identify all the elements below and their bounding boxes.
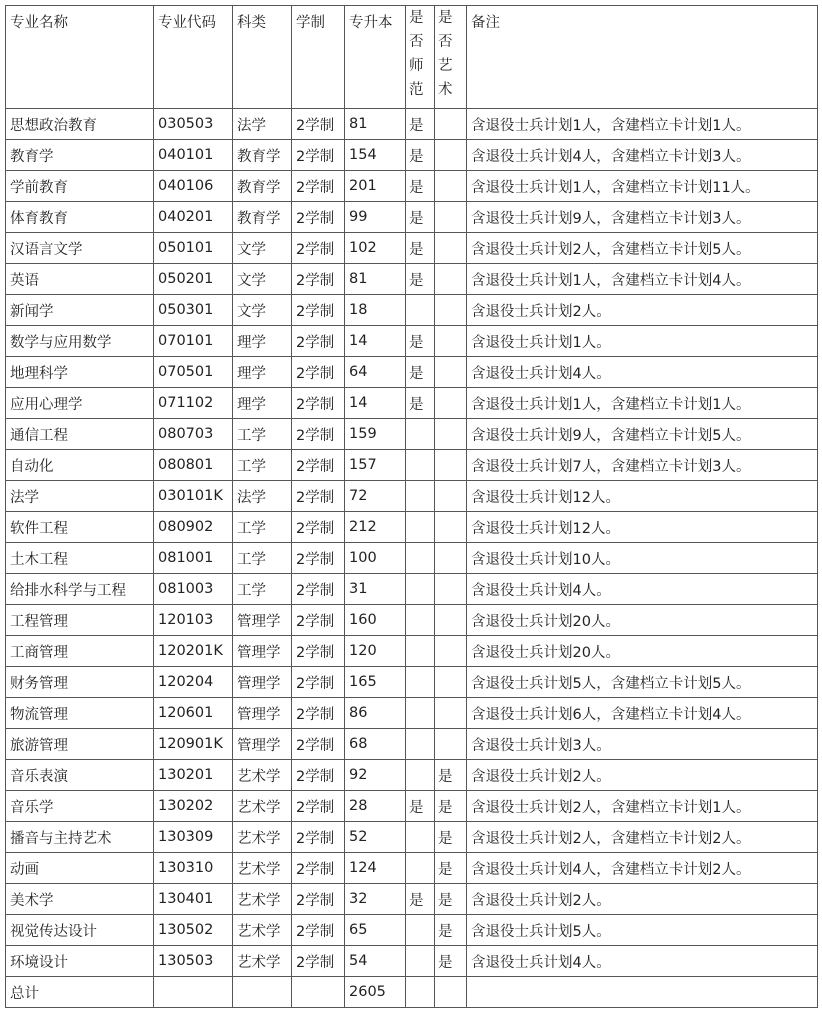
cell-duration: 2学制 [292,946,345,977]
cell-category: 文学 [233,295,292,326]
cell-quota: 14 [345,388,406,419]
cell-name: 物流管理 [6,698,154,729]
cell-normal [406,729,435,760]
cell-art [435,388,467,419]
cell-duration: 2学制 [292,109,345,140]
table-row [6,791,818,822]
table-row [6,450,818,481]
cell-remark: 含退役士兵计划4人。 [467,357,818,388]
cell-duration: 2学制 [292,326,345,357]
cell-category: 管理学 [233,698,292,729]
cell-art: 是 [435,791,467,822]
cell-code: 120201K [154,636,233,667]
cell-duration: 2学制 [292,636,345,667]
cell-duration: 2学制 [292,915,345,946]
header-quota: 专升本 [345,6,406,109]
cell-duration: 2学制 [292,884,345,915]
cell-duration: 2学制 [292,481,345,512]
cell-art [435,636,467,667]
cell-code: 130309 [154,822,233,853]
cell-remark: 含退役士兵计划5人，含建档立卡计划5人。 [467,667,818,698]
cell-remark: 含退役士兵计划4人，含建档立卡计划2人。 [467,853,818,884]
cell-remark: 含退役士兵计划20人。 [467,636,818,667]
cell-quota: 124 [345,853,406,884]
cell-normal [406,760,435,791]
cell-name: 环境设计 [6,946,154,977]
cell-duration: 2学制 [292,512,345,543]
table-body [6,109,818,977]
cell-art: 是 [435,853,467,884]
cell-normal: 是 [406,202,435,233]
cell-art [435,171,467,202]
cell-code: 030101K [154,481,233,512]
table-row [6,698,818,729]
cell-name: 法学 [6,481,154,512]
table-row [6,636,818,667]
cell-normal [406,946,435,977]
cell-code: 080801 [154,450,233,481]
cell-duration: 2学制 [292,388,345,419]
cell-art [435,574,467,605]
cell-normal: 是 [406,884,435,915]
cell-remark: 含退役士兵计划1人，含建档立卡计划1人。 [467,388,818,419]
table-row [6,667,818,698]
cell-name: 数学与应用数学 [6,326,154,357]
cell-category: 理学 [233,388,292,419]
cell-normal [406,512,435,543]
cell-code: 040201 [154,202,233,233]
cell-code: 081001 [154,543,233,574]
cell-duration: 2学制 [292,574,345,605]
table-row [6,605,818,636]
cell-quota: 157 [345,450,406,481]
cell-category: 理学 [233,326,292,357]
table-row [6,295,818,326]
cell-art: 是 [435,884,467,915]
cell-duration: 2学制 [292,202,345,233]
cell-duration: 2学制 [292,264,345,295]
cell-duration: 2学制 [292,419,345,450]
cell-remark: 含退役士兵计划2人，含建档立卡计划2人。 [467,822,818,853]
cell-category: 教育学 [233,202,292,233]
table-row [6,884,818,915]
cell-quota: 81 [345,109,406,140]
cell-name: 财务管理 [6,667,154,698]
cell-name: 教育学 [6,140,154,171]
cell-code: 120103 [154,605,233,636]
cell-remark: 含退役士兵计划10人。 [467,543,818,574]
cell-code: 120204 [154,667,233,698]
cell-name: 播音与主持艺术 [6,822,154,853]
cell-quota: 81 [345,264,406,295]
cell-quota: 28 [345,791,406,822]
header-normal: 是否师范 [409,10,424,98]
cell-code: 071102 [154,388,233,419]
cell-quota: 120 [345,636,406,667]
cell-remark: 含退役士兵计划4人，含建档立卡计划3人。 [467,140,818,171]
cell-code: 050201 [154,264,233,295]
cell-normal [406,543,435,574]
cell-category: 工学 [233,574,292,605]
cell-category: 艺术学 [233,915,292,946]
cell-art [435,233,467,264]
cell-remark: 含退役士兵计划12人。 [467,512,818,543]
cell-duration: 2学制 [292,295,345,326]
cell-category: 艺术学 [233,853,292,884]
table-row [6,543,818,574]
cell-code: 081003 [154,574,233,605]
cell-remark: 含退役士兵计划5人。 [467,915,818,946]
cell-normal [406,853,435,884]
cell-name: 学前教育 [6,171,154,202]
cell-art: 是 [435,822,467,853]
cell-quota: 72 [345,481,406,512]
cell-art [435,419,467,450]
cell-art [435,109,467,140]
cell-normal: 是 [406,171,435,202]
cell-category: 艺术学 [233,946,292,977]
header-duration: 学制 [292,6,345,109]
cell-remark: 含退役士兵计划1人。 [467,326,818,357]
cell-category: 教育学 [233,171,292,202]
table-row [6,822,818,853]
cell-category: 工学 [233,512,292,543]
cell-art [435,729,467,760]
cell-quota: 102 [345,233,406,264]
table-row [6,481,818,512]
cell-name: 给排水科学与工程 [6,574,154,605]
cell-duration: 2学制 [292,140,345,171]
cell-duration: 2学制 [292,791,345,822]
cell-art [435,543,467,574]
cell-art [435,481,467,512]
cell-category: 工学 [233,543,292,574]
table-row [6,388,818,419]
table-row [6,729,818,760]
cell-code: 130502 [154,915,233,946]
cell-remark: 含退役士兵计划7人，含建档立卡计划3人。 [467,450,818,481]
cell-art: 是 [435,760,467,791]
cell-quota: 160 [345,605,406,636]
cell-duration: 2学制 [292,543,345,574]
cell-name: 新闻学 [6,295,154,326]
cell-art [435,326,467,357]
cell-name: 美术学 [6,884,154,915]
cell-art [435,667,467,698]
cell-art: 是 [435,946,467,977]
cell-duration: 2学制 [292,822,345,853]
cell-category: 法学 [233,481,292,512]
cell-duration: 2学制 [292,171,345,202]
total-row [6,977,818,1008]
cell-quota: 154 [345,140,406,171]
cell-normal: 是 [406,264,435,295]
cell-quota: 52 [345,822,406,853]
cell-code: 070501 [154,357,233,388]
cell-quota: 201 [345,171,406,202]
cell-remark: 含退役士兵计划1人，含建档立卡计划1人。 [467,109,818,140]
cell-normal: 是 [406,233,435,264]
cell-quota: 212 [345,512,406,543]
cell-remark: 含退役士兵计划20人。 [467,605,818,636]
cell-code: 130201 [154,760,233,791]
cell-duration: 2学制 [292,729,345,760]
cell-category: 艺术学 [233,884,292,915]
cell-remark: 含退役士兵计划4人。 [467,946,818,977]
cell-normal [406,574,435,605]
table-row [6,915,818,946]
cell-duration: 2学制 [292,667,345,698]
cell-quota: 92 [345,760,406,791]
header-row [6,6,818,109]
header-name: 专业名称 [6,6,154,109]
cell-art: 是 [435,915,467,946]
cell-remark: 含退役士兵计划1人，含建档立卡计划11人。 [467,171,818,202]
table-row [6,233,818,264]
cell-art [435,357,467,388]
cell-remark: 含退役士兵计划6人，含建档立卡计划4人。 [467,698,818,729]
cell-category: 管理学 [233,729,292,760]
cell-normal: 是 [406,140,435,171]
cell-name: 工商管理 [6,636,154,667]
table-row [6,760,818,791]
table-row [6,140,818,171]
table-row [6,574,818,605]
cell-normal [406,636,435,667]
cell-code: 130503 [154,946,233,977]
cell-category: 教育学 [233,140,292,171]
cell-remark: 含退役士兵计划2人，含建档立卡计划5人。 [467,233,818,264]
cell-art [435,605,467,636]
cell-remark: 含退役士兵计划2人。 [467,760,818,791]
cell-quota: 159 [345,419,406,450]
cell-quota: 64 [345,357,406,388]
cell-category: 法学 [233,109,292,140]
cell-quota: 165 [345,667,406,698]
cell-normal [406,915,435,946]
cell-code: 040101 [154,140,233,171]
cell-remark: 含退役士兵计划2人。 [467,295,818,326]
table-row [6,264,818,295]
cell-quota: 65 [345,915,406,946]
cell-name: 体育教育 [6,202,154,233]
table-row [6,357,818,388]
cell-normal [406,667,435,698]
cell-code: 040106 [154,171,233,202]
header-code: 专业代码 [154,6,233,109]
cell-category: 文学 [233,233,292,264]
cell-name: 地理科学 [6,357,154,388]
total-label: 总计 [6,977,154,1008]
cell-quota: 18 [345,295,406,326]
cell-code: 080703 [154,419,233,450]
cell-remark: 含退役士兵计划1人，含建档立卡计划4人。 [467,264,818,295]
cell-name: 工程管理 [6,605,154,636]
cell-remark: 含退役士兵计划4人。 [467,574,818,605]
table-row [6,202,818,233]
table-row [6,171,818,202]
table-row [6,326,818,357]
cell-category: 文学 [233,264,292,295]
enrollment-table [5,5,818,1008]
cell-remark: 含退役士兵计划9人，含建档立卡计划3人。 [467,202,818,233]
cell-name: 汉语言文学 [6,233,154,264]
cell-code: 120601 [154,698,233,729]
cell-duration: 2学制 [292,853,345,884]
cell-quota: 100 [345,543,406,574]
table-row [6,946,818,977]
cell-normal: 是 [406,357,435,388]
cell-name: 音乐学 [6,791,154,822]
cell-normal: 是 [406,388,435,419]
cell-name: 通信工程 [6,419,154,450]
cell-normal: 是 [406,791,435,822]
cell-duration: 2学制 [292,357,345,388]
cell-remark: 含退役士兵计划12人。 [467,481,818,512]
table-row [6,512,818,543]
cell-category: 管理学 [233,605,292,636]
cell-category: 工学 [233,419,292,450]
cell-name: 应用心理学 [6,388,154,419]
cell-quota: 99 [345,202,406,233]
cell-category: 艺术学 [233,760,292,791]
cell-name: 英语 [6,264,154,295]
cell-quota: 68 [345,729,406,760]
cell-duration: 2学制 [292,760,345,791]
cell-remark: 含退役士兵计划9人，含建档立卡计划5人。 [467,419,818,450]
cell-normal [406,605,435,636]
cell-quota: 86 [345,698,406,729]
header-category: 科类 [233,6,292,109]
cell-art [435,512,467,543]
cell-code: 050301 [154,295,233,326]
cell-art [435,202,467,233]
cell-code: 080902 [154,512,233,543]
cell-duration: 2学制 [292,698,345,729]
cell-category: 艺术学 [233,791,292,822]
cell-code: 130401 [154,884,233,915]
cell-quota: 14 [345,326,406,357]
cell-code: 120901K [154,729,233,760]
cell-category: 管理学 [233,636,292,667]
cell-quota: 54 [345,946,406,977]
header-art: 是否艺术 [438,10,453,98]
cell-normal: 是 [406,326,435,357]
cell-remark: 含退役士兵计划2人，含建档立卡计划1人。 [467,791,818,822]
cell-quota: 31 [345,574,406,605]
table-row [6,109,818,140]
cell-code: 050101 [154,233,233,264]
cell-code: 070101 [154,326,233,357]
cell-code: 130202 [154,791,233,822]
cell-art [435,698,467,729]
cell-normal [406,295,435,326]
cell-category: 工学 [233,450,292,481]
cell-art [435,140,467,171]
cell-code: 030503 [154,109,233,140]
cell-category: 艺术学 [233,822,292,853]
cell-normal [406,822,435,853]
table-row [6,419,818,450]
cell-remark: 含退役士兵计划2人。 [467,884,818,915]
cell-art [435,295,467,326]
header-remark: 备注 [467,6,818,109]
cell-name: 软件工程 [6,512,154,543]
cell-quota: 32 [345,884,406,915]
cell-remark: 含退役士兵计划3人。 [467,729,818,760]
total-quota: 2605 [345,977,406,1008]
cell-normal [406,419,435,450]
cell-duration: 2学制 [292,450,345,481]
cell-name: 视觉传达设计 [6,915,154,946]
cell-category: 管理学 [233,667,292,698]
cell-name: 旅游管理 [6,729,154,760]
cell-normal [406,698,435,729]
cell-normal: 是 [406,109,435,140]
cell-category: 理学 [233,357,292,388]
cell-normal [406,481,435,512]
cell-name: 思想政治教育 [6,109,154,140]
cell-name: 土木工程 [6,543,154,574]
cell-name: 动画 [6,853,154,884]
cell-code: 130310 [154,853,233,884]
cell-duration: 2学制 [292,233,345,264]
cell-art [435,264,467,295]
cell-duration: 2学制 [292,605,345,636]
cell-name: 自动化 [6,450,154,481]
cell-art [435,450,467,481]
cell-name: 音乐表演 [6,760,154,791]
table-row [6,853,818,884]
cell-normal [406,450,435,481]
